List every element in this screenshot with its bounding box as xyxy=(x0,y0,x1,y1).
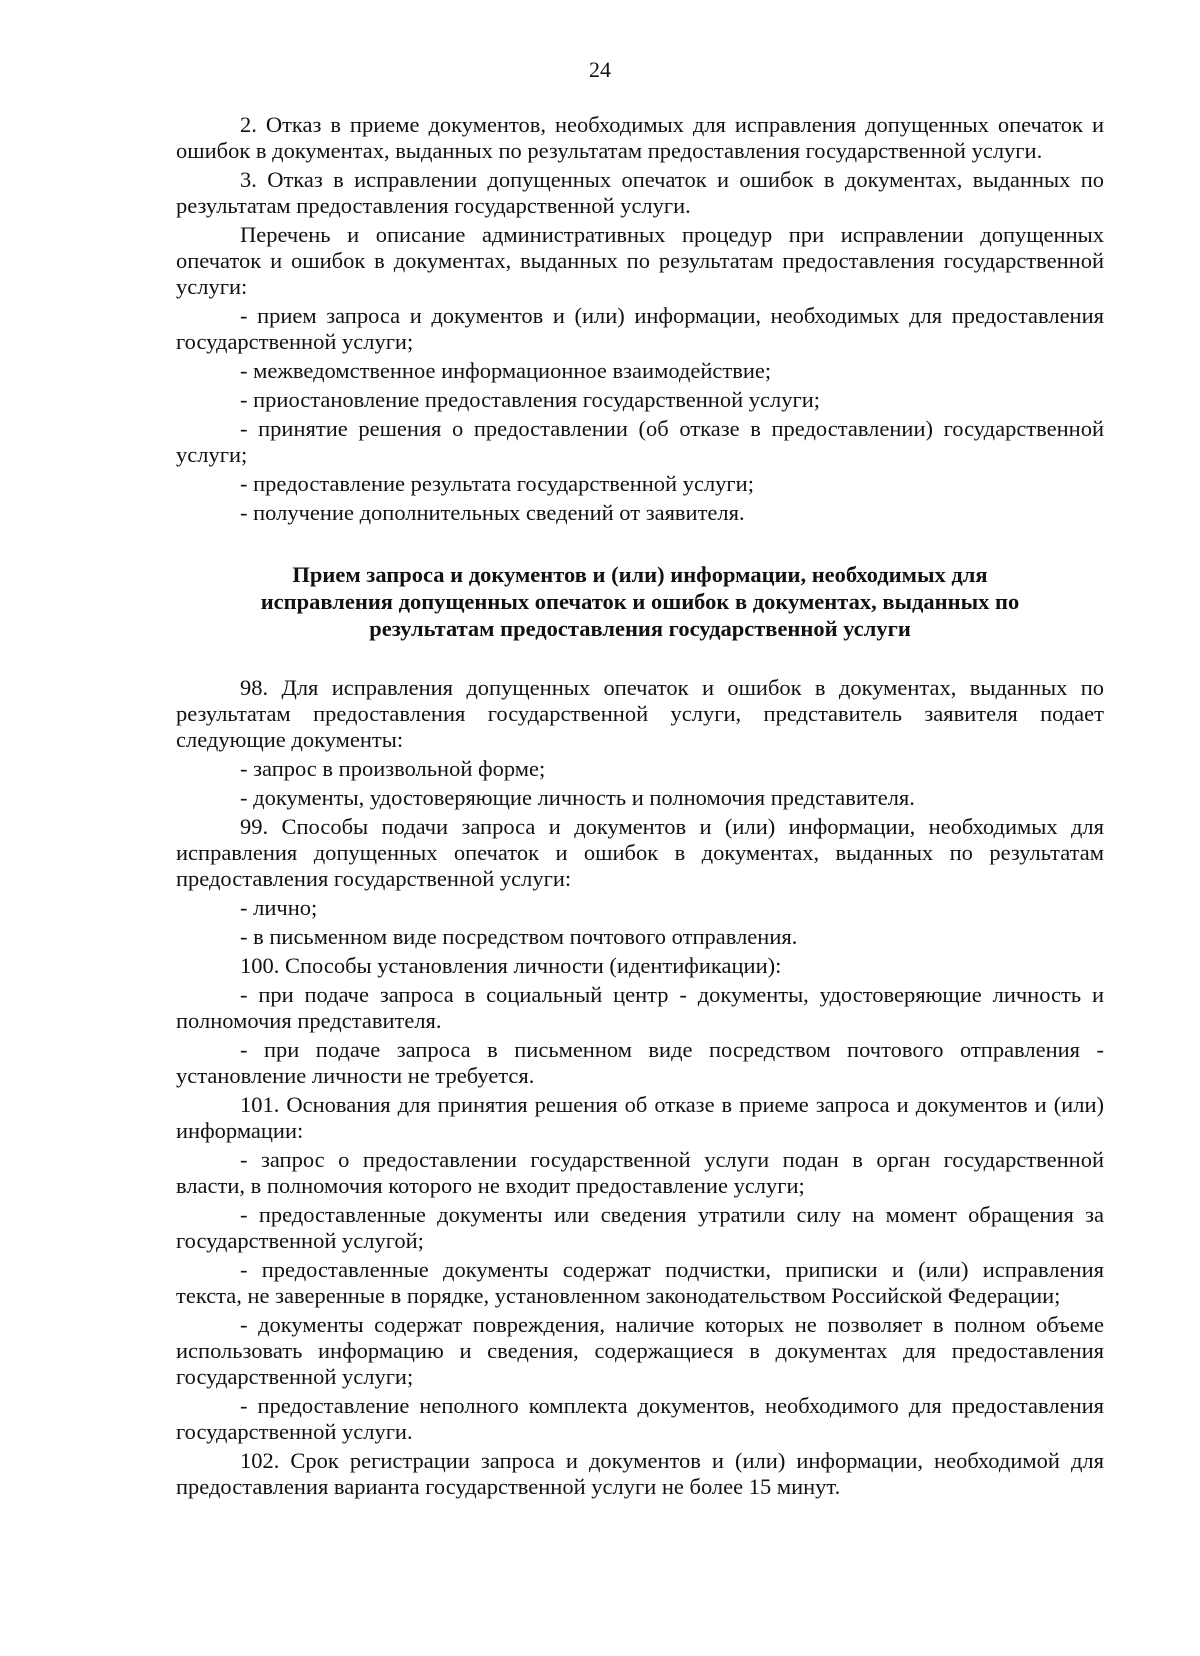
paragraph-99: 99. Способы подачи запроса и документов и (или) информации, необходимых для исправления допущенных опечаток и ошибок в документах, выданных по результатам предоставления государственной услуги: xyxy=(176,814,1104,891)
list-item: - при подаче запроса в социальный центр - документы, удостоверяющие личность и полномочия представителя. xyxy=(176,982,1104,1033)
section-heading xyxy=(176,561,1104,642)
paragraph-98: 98. Для исправления допущенных опечаток и ошибок в документах, выданных по результатам предоставления государственной услуги, представитель заявителя подает следующие документы: xyxy=(176,675,1104,752)
page-number: 24 xyxy=(589,57,611,82)
list-item: - межведомственное информационное взаимодействие; xyxy=(240,358,772,383)
list-item: - принятие решения о предоставлении (об отказе в предоставлении) государственной услуги; xyxy=(176,416,1104,467)
paragraph-102: 102. Срок регистрации запроса и документов и (или) информации, необходимой для предоставления варианта государственной услуги не более 15 минут. xyxy=(176,1448,1104,1499)
list-item: - прием запроса и документов и (или) информации, необходимых для предоставления государственной услуги; xyxy=(176,303,1104,354)
section-heading-line: результатам предоставления государственной услуги xyxy=(369,616,911,641)
list-item: - предоставленные документы содержат подчистки, приписки и (или) исправления текста, не заверенные в порядке, установленном законодательством Российской Федерации; xyxy=(176,1257,1104,1308)
list-item: - запрос в произвольной форме; xyxy=(240,756,546,781)
paragraph-101: 101. Основания для принятия решения об отказе в приеме запроса и документов и (или) информации: xyxy=(176,1092,1104,1143)
list-item: - запрос о предоставлении государственной услуги подан в орган государственной власти, в полномочия которого не входит предоставление услуги; xyxy=(176,1147,1104,1198)
section-heading-line: Прием запроса и документов и (или) информации, необходимых для xyxy=(292,562,988,587)
paragraph-procedures-intro: Перечень и описание административных процедур при исправлении допущенных опечаток и ошибок в документах, выданных по результатам предоставления государственной услуги: xyxy=(176,222,1104,299)
list-item: - лично; xyxy=(240,895,318,920)
list-item: - приостановление предоставления государственной услуги; xyxy=(240,387,821,412)
paragraph-100: 100. Способы установления личности (идентификации): xyxy=(240,953,782,978)
document-body xyxy=(176,112,1104,1500)
list-item: - документы, удостоверяющие личность и полномочия представителя. xyxy=(240,785,915,810)
list-item: - предоставленные документы или сведения утратили силу на момент обращения за государственной услугой; xyxy=(176,1202,1104,1253)
paragraph-refusal-accept: 2. Отказ в приеме документов, необходимых для исправления допущенных опечаток и ошибок в документах, выданных по результатам предоставления государственной услуги. xyxy=(176,112,1104,163)
list-item: - получение дополнительных сведений от заявителя. xyxy=(240,500,745,525)
list-item: - документы содержат повреждения, наличие которых не позволяет в полном объеме использовать информацию и сведения, содержащиеся в документах для предоставления государственной услуги; xyxy=(176,1312,1104,1389)
list-item: - предоставление неполного комплекта документов, необходимого для предоставления государственной услуги. xyxy=(176,1393,1104,1444)
list-item: - предоставление результата государственной услуги; xyxy=(240,471,754,496)
section-heading-line: исправления допущенных опечаток и ошибок в документах, выданных по xyxy=(260,589,1020,614)
paragraph-refusal-correct: 3. Отказ в исправлении допущенных опечаток и ошибок в документах, выданных по результатам предоставления государственной услуги. xyxy=(176,167,1104,218)
list-item: - в письменном виде посредством почтового отправления. xyxy=(240,924,798,949)
list-item: - при подаче запроса в письменном виде посредством почтового отправления - установление личности не требуется. xyxy=(176,1037,1104,1088)
